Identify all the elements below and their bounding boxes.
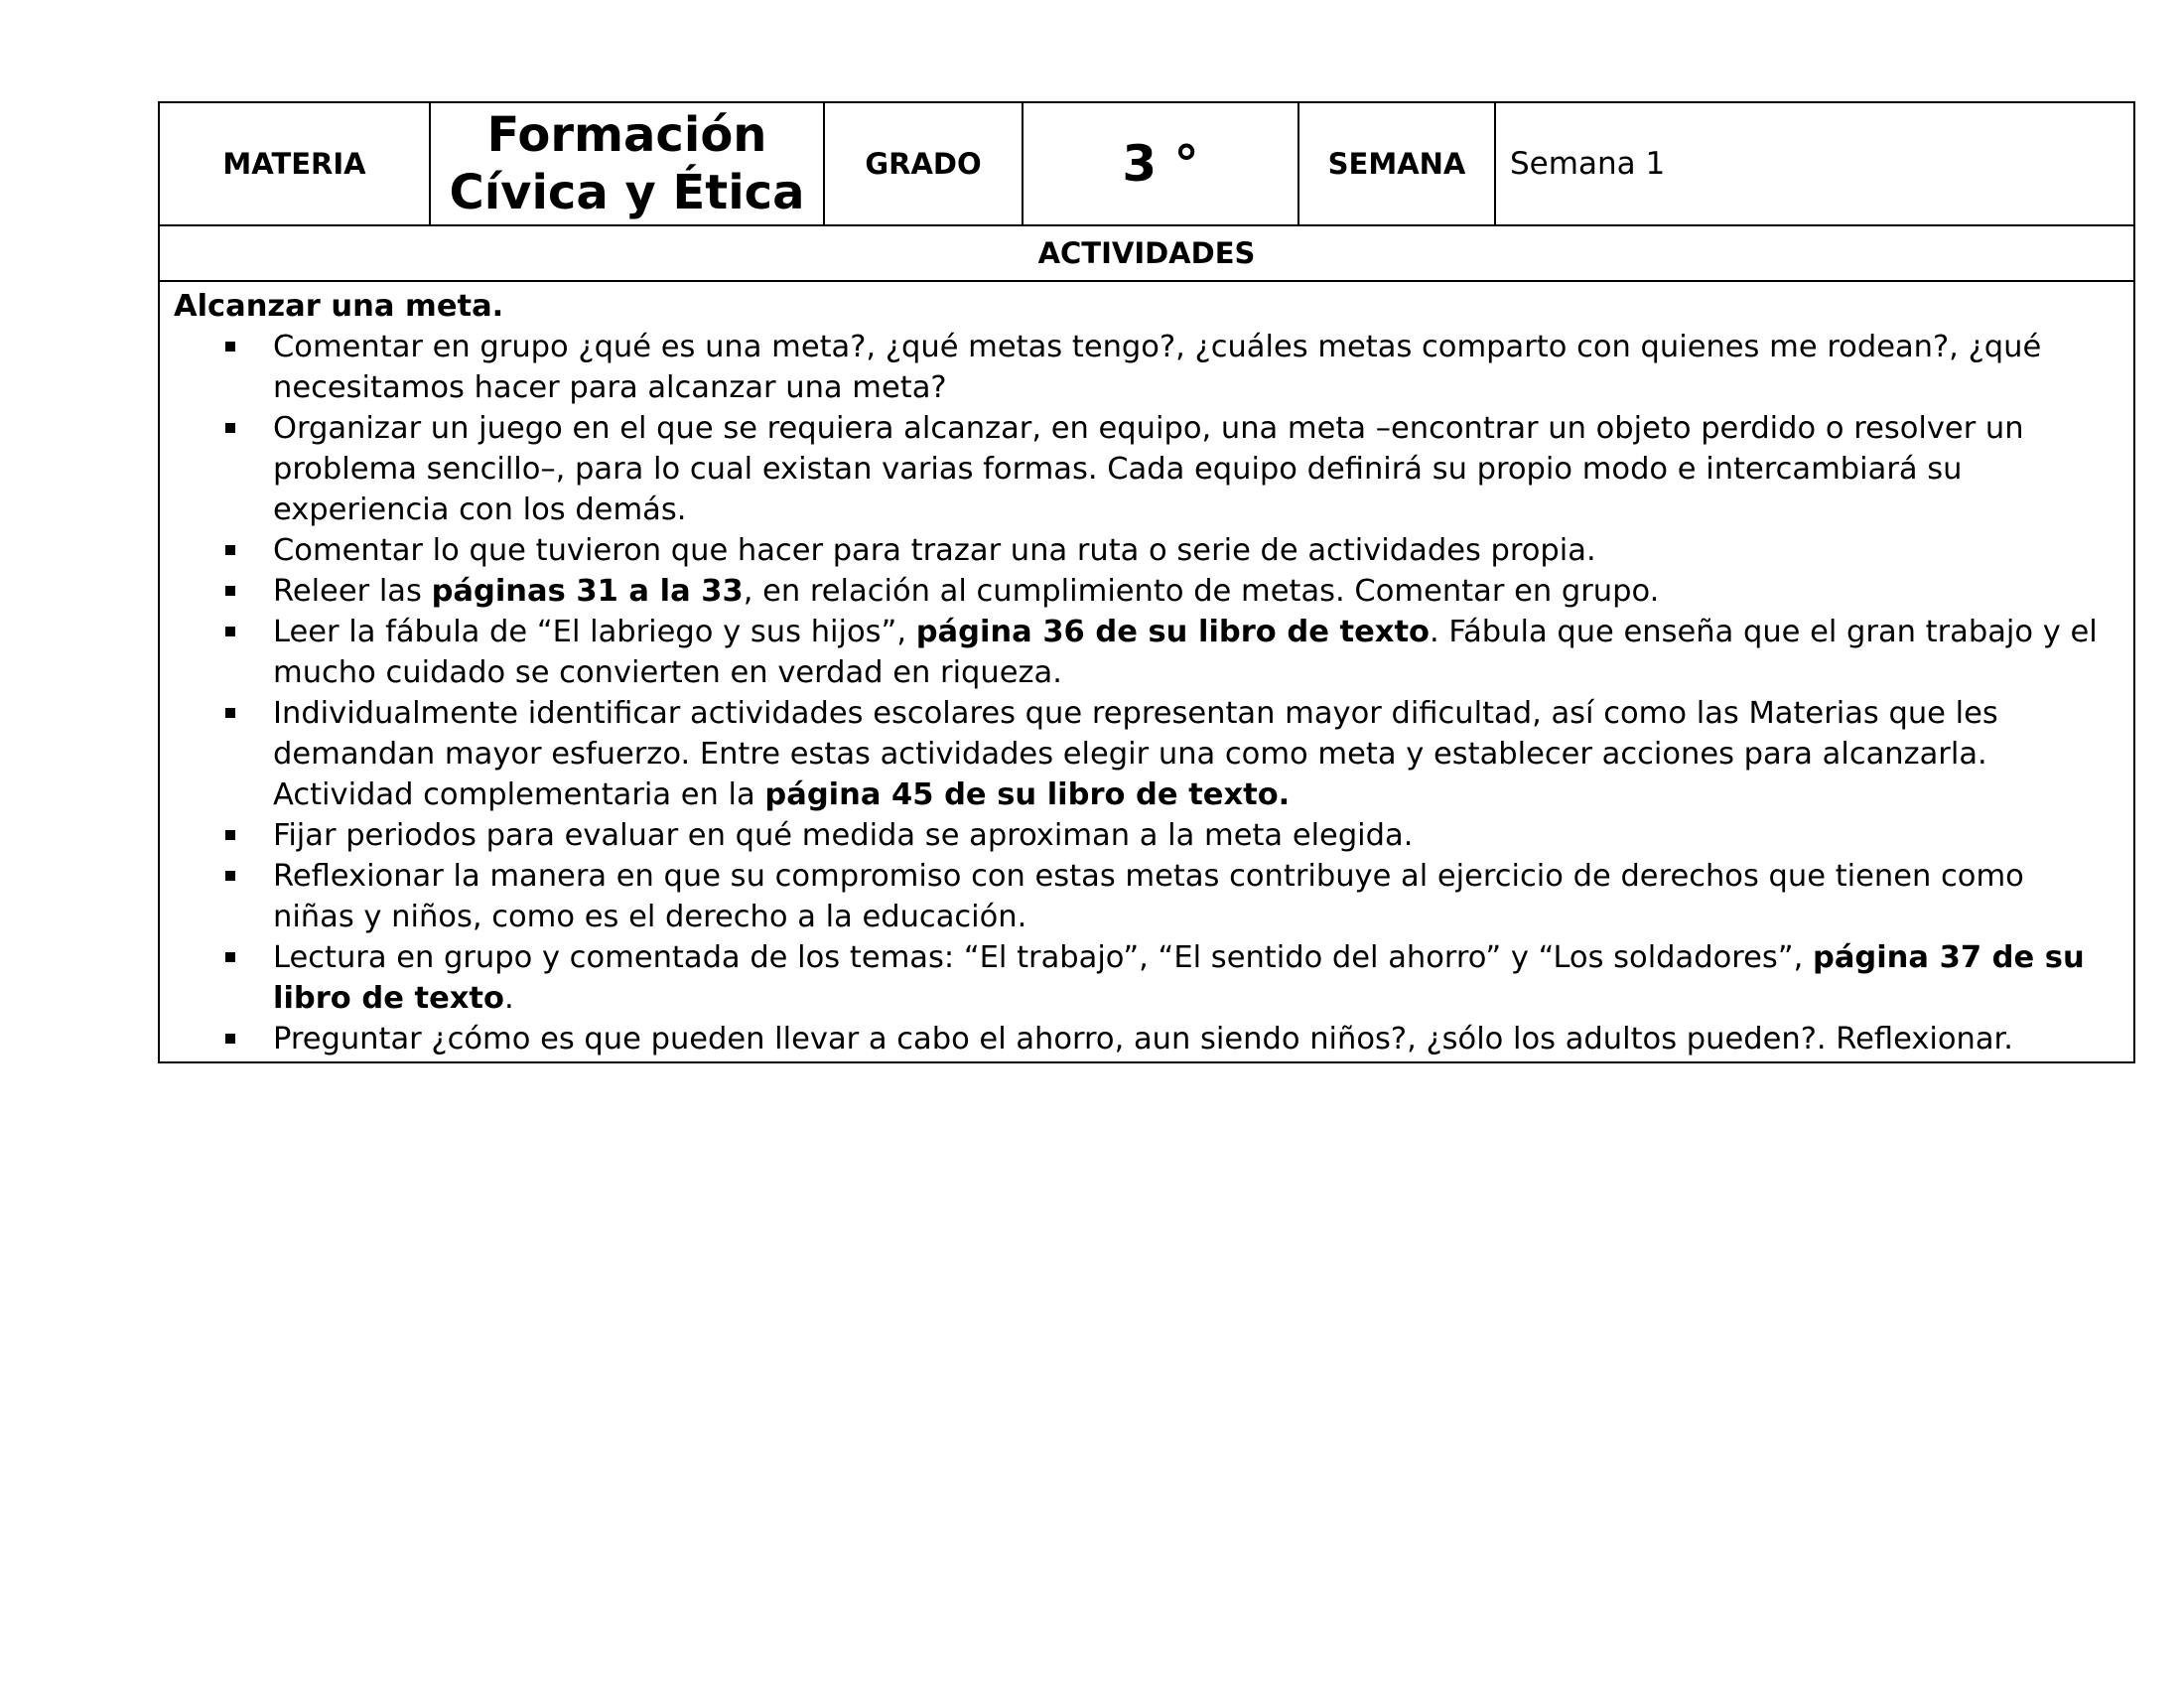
activity-text: Preguntar ¿cómo es que pueden llevar a cabo el ahorro, aun siendo niños?, ¿sólo los adultos pueden?. Reflexionar. [273, 1022, 2013, 1056]
activity-item [273, 530, 2104, 571]
semana-value: Semana 1 [1495, 102, 2134, 225]
activity-item [273, 937, 2104, 1019]
activity-item [273, 571, 2104, 612]
square-bullet-icon [225, 586, 235, 596]
square-bullet-icon [225, 1034, 235, 1044]
materia-label: MATERIA [159, 102, 430, 225]
activity-list [174, 327, 2104, 1059]
square-bullet-icon [225, 342, 235, 352]
activity-text-bold: página 37 de su libro de texto [273, 940, 2085, 1016]
activity-text: Reflexionar la manera en que su compromiso con estas metas contribuye al ejercicio de derechos que tienen como niñas y niños, como es el derecho a la educación. [273, 859, 2024, 934]
activity-item [273, 1019, 2104, 1059]
materia-line-2: Cívica y Ética [449, 165, 805, 220]
header-row [159, 102, 2134, 225]
activities-content-row [159, 281, 2134, 1062]
planning-table [158, 101, 2135, 1063]
grado-label: GRADO [824, 102, 1023, 225]
activity-text: Comentar lo que tuvieron que hacer para trazar una ruta o serie de actividades propia. [273, 533, 1596, 568]
theme-title: Alcanzar una meta. [174, 289, 504, 324]
square-bullet-icon [225, 952, 235, 962]
materia-line-1: Formación [486, 107, 767, 163]
activity-text: Individualmente identificar actividades escolares que representan mayor dificultad, así como las Materias que les demandan mayor esfuerzo. Entre estas actividades elegir una como meta y establecer acciones para alcanzarla. Actividad complementaria en la [273, 696, 1998, 812]
activities-title: ACTIVIDADES [159, 225, 2134, 281]
activities-content [159, 281, 2134, 1062]
square-bullet-icon [225, 545, 235, 555]
square-bullet-icon [225, 871, 235, 881]
semana-label: SEMANA [1298, 102, 1495, 225]
activity-text: Lectura en grupo y comentada de los temas: “El trabajo”, “El sentido del ahorro” y “Los soldadores”, [273, 940, 1813, 975]
activity-text: Comentar en grupo ¿qué es una meta?, ¿qué metas tengo?, ¿cuáles metas comparto con quienes me rodean?, ¿qué necesitamos hacer para alcanzar una meta? [273, 330, 2042, 405]
activity-text-bold: página 45 de su libro de texto. [764, 777, 1291, 812]
square-bullet-icon [225, 830, 235, 840]
activity-text: . [503, 981, 514, 1016]
activity-text: Organizar un juego en el que se requiera alcanzar, en equipo, una meta –encontrar un objeto perdido o resolver un problema sencillo–, para lo cual existan varias formas. Cada equipo definirá su propio modo e intercambiará su experiencia con los demás. [273, 411, 2024, 527]
activity-item [273, 693, 2104, 815]
activity-text: Leer la fábula de “El labriego y sus hijos”, [273, 615, 916, 649]
activity-text-bold: páginas 31 a la 33 [431, 574, 744, 609]
activities-title-row [159, 225, 2134, 281]
activity-text: Releer las [273, 574, 432, 609]
activity-item [273, 327, 2104, 408]
activity-text: , en relación al cumplimiento de metas. Comentar en grupo. [743, 574, 1660, 609]
square-bullet-icon [225, 627, 235, 636]
activity-item [273, 612, 2104, 693]
activity-item [273, 815, 2104, 856]
grado-value: 3 ° [1023, 102, 1298, 225]
materia-value [430, 102, 824, 225]
activity-text: . Fábula que enseña que el gran trabajo y el mucho cuidado se convierten en verdad en riqueza. [273, 615, 2098, 690]
square-bullet-icon [225, 423, 235, 433]
square-bullet-icon [225, 708, 235, 718]
activity-item [273, 408, 2104, 530]
activity-text: Fijar periodos para evaluar en qué medida se aproximan a la meta elegida. [273, 818, 1414, 853]
activity-text-bold: página 36 de su libro de texto [915, 615, 1430, 649]
activity-item [273, 856, 2104, 937]
